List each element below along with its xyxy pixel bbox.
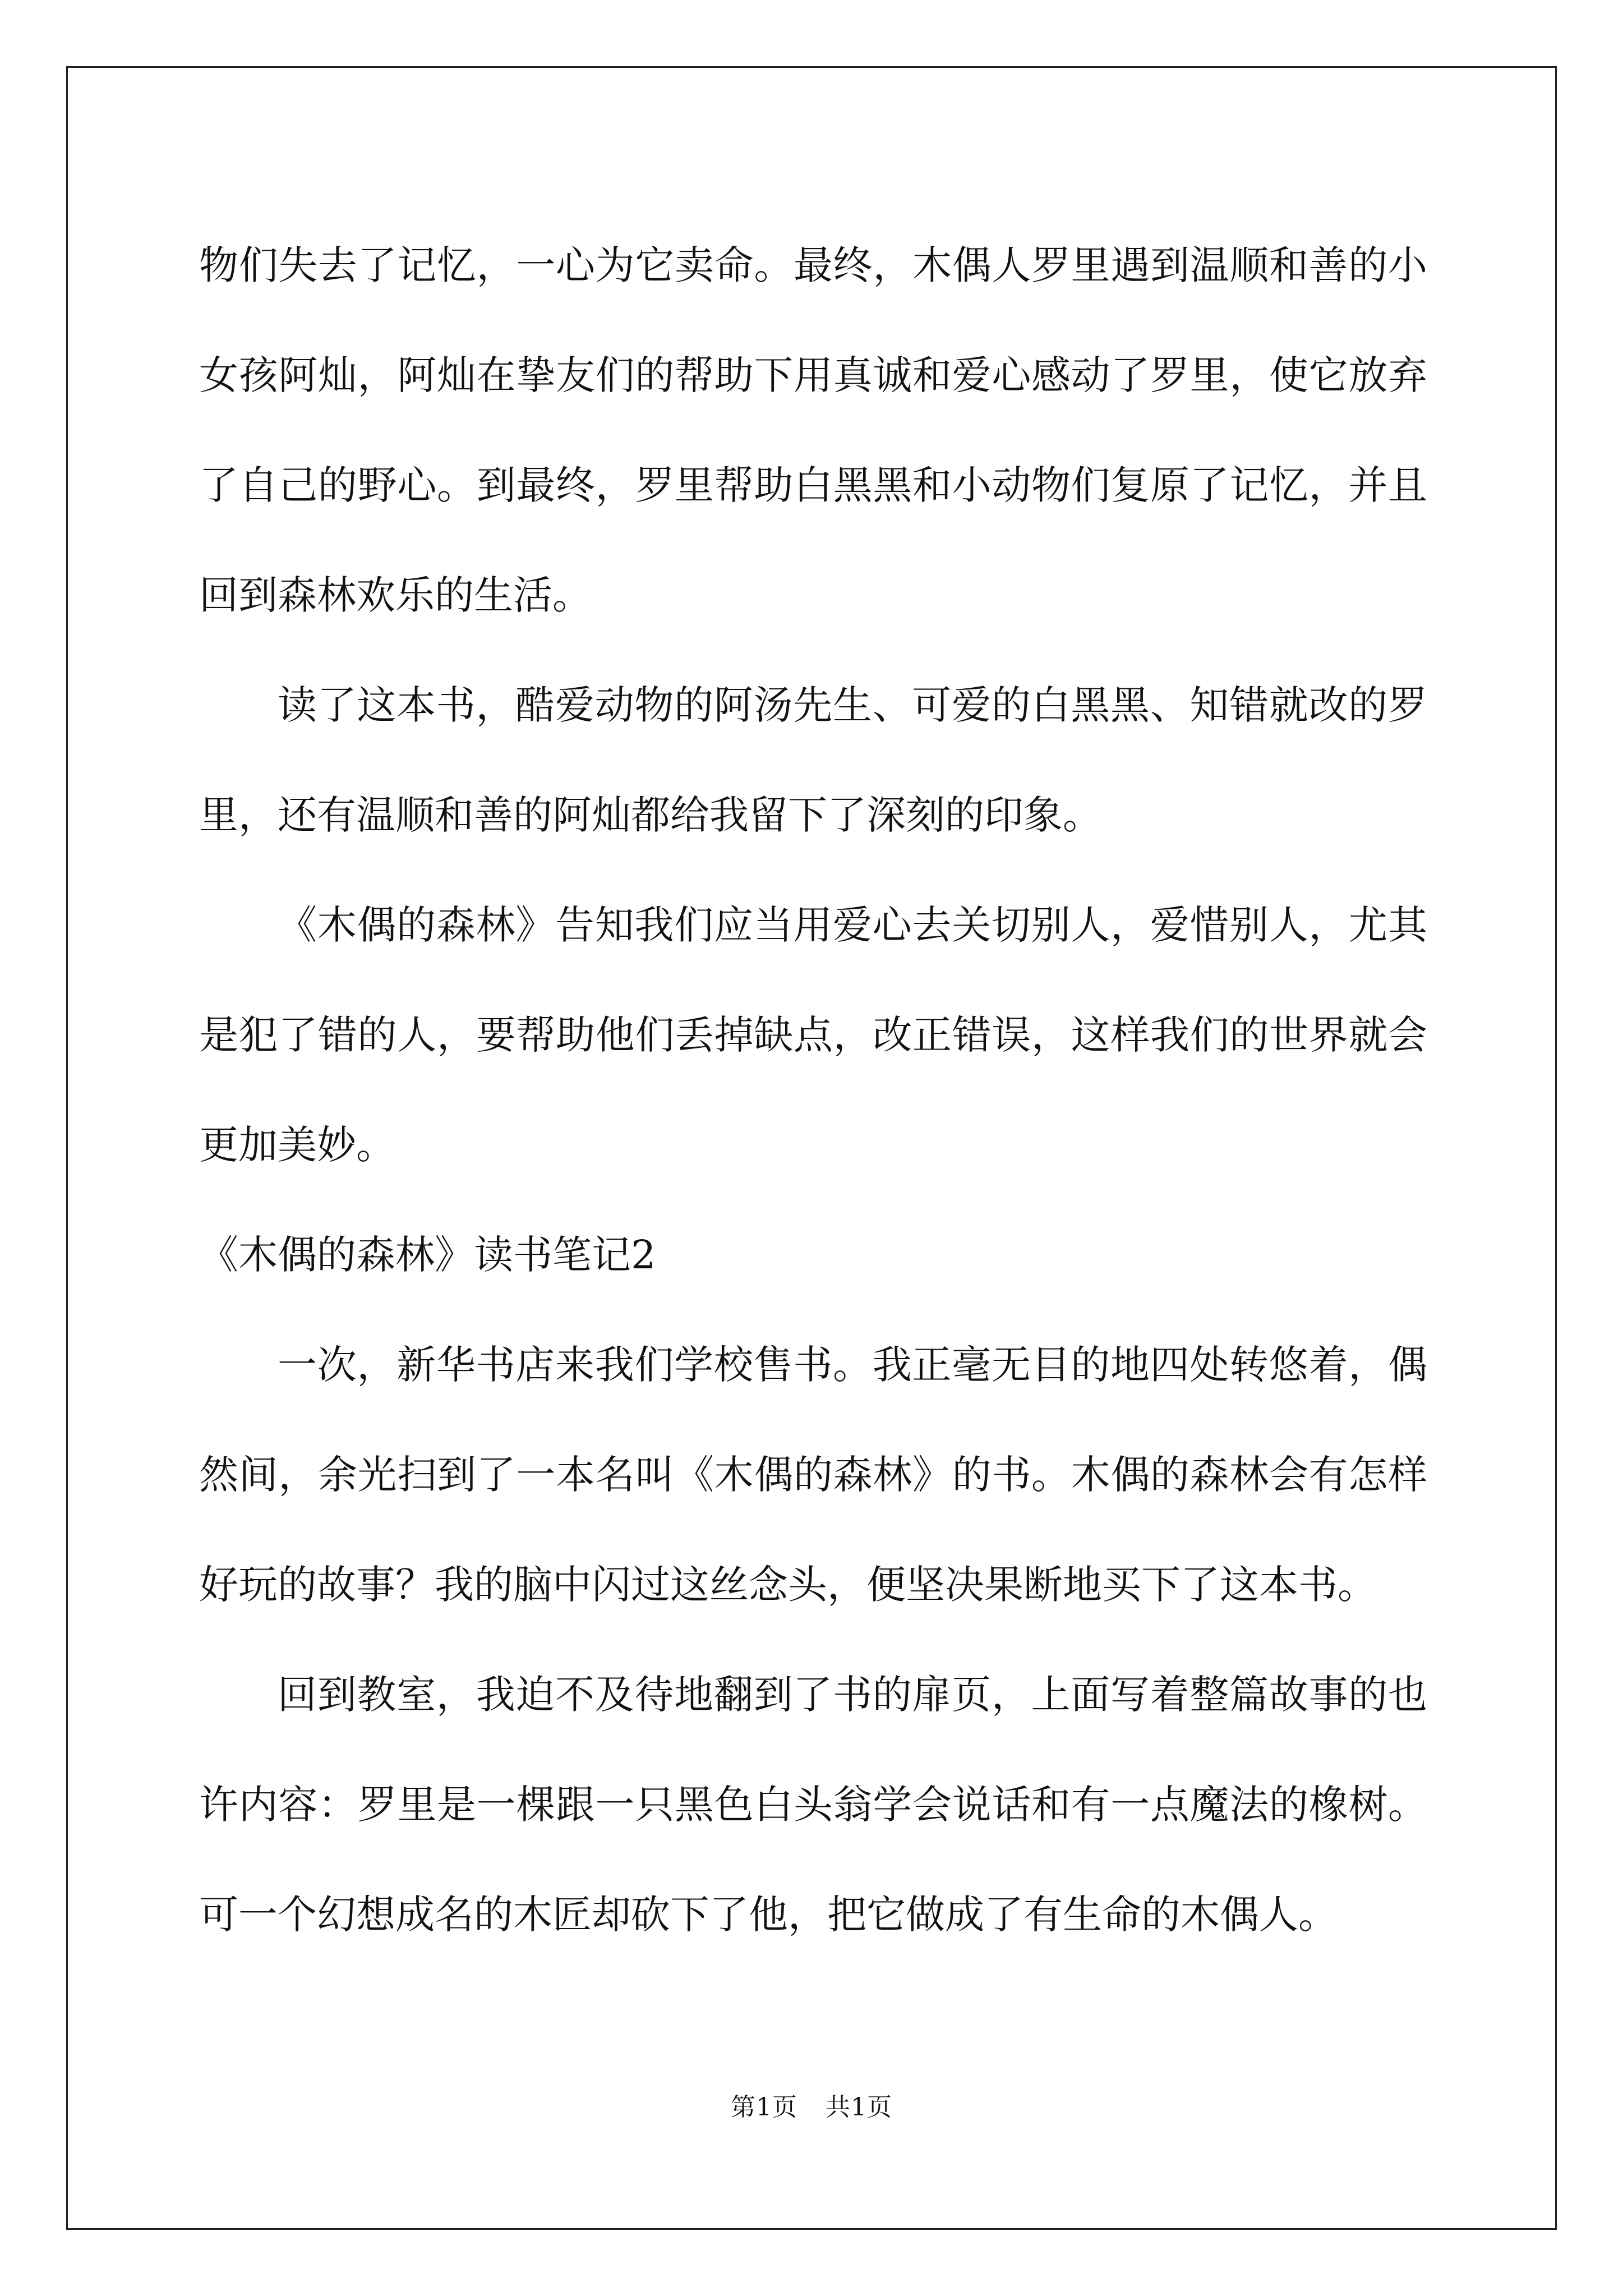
page-footer (0, 2087, 1623, 2123)
page-number-total: 共1页 (826, 2093, 892, 2122)
paragraph: 《木偶的森林》告知我们应当用爱心去关切别人，爱惜别人，尤其是犯了错的人，要帮助他们丢掉缺点，改正错误，这样我们的世界就会更加美妙。 (199, 902, 1427, 1168)
paragraph: 物们失去了记忆，一心为它卖命。最终，木偶人罗里遇到温顺和善的小女孩阿灿，阿灿在挚友们的帮助下用真诚和爱心感动了罗里，使它放弃了自己的野心。到最终，罗里帮助白黑黑和小动物们复原了记忆，并且回到森林欢乐的生活。 (199, 242, 1427, 618)
document-body (199, 210, 1427, 1970)
paragraph: 读了这本书，酷爱动物的阿汤先生、可爱的白黑黑、知错就改的罗里，还有温顺和善的阿灿都给我留下了深刻的印象。 (199, 682, 1427, 838)
paragraph: 一次，新华书店来我们学校售书。我正毫无目的地四处转悠着，偶然间，余光扫到了一本名叫《木偶的森林》的书。木偶的森林会有怎样好玩的故事？我的脑中闪过这丝念头，便坚决果断地买下了这本书。 (199, 1342, 1427, 1608)
section-heading: 《木偶的森林》读书笔记2 (199, 1232, 656, 1278)
paragraph: 回到教室，我迫不及待地翻到了书的扉页，上面写着整篇故事的也许内容：罗里是一棵跟一只黑色白头翁学会说话和有一点魔法的橡树。可一个幻想成名的木匠却砍下了他，把它做成了有生命的木偶人。 (199, 1672, 1427, 1938)
page-number-current: 第1页 (731, 2093, 797, 2122)
